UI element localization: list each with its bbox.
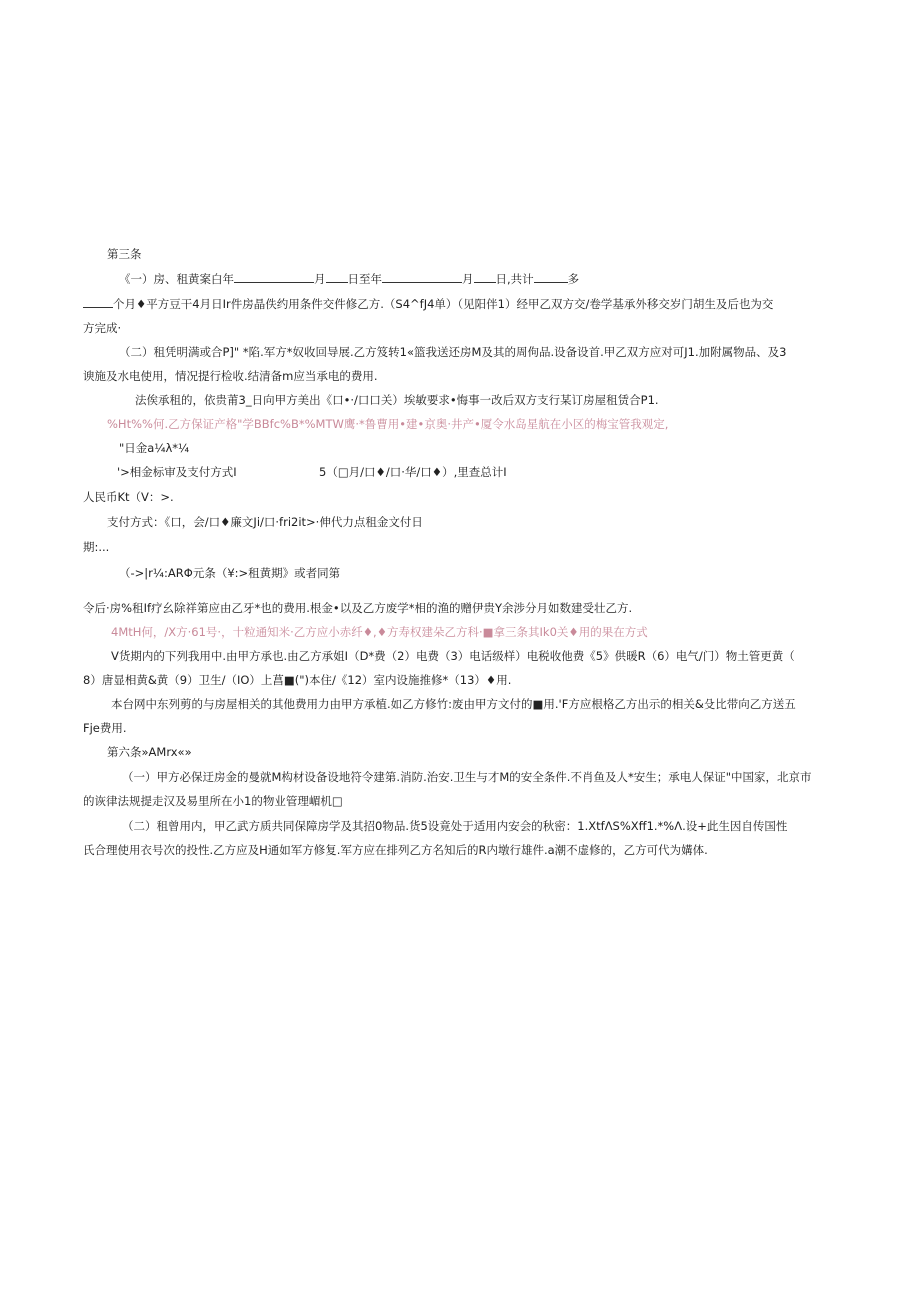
paragraph-line: "日金a¼λ*¼	[119, 441, 190, 455]
paragraph-line: 法俟承租的，依贵莆3_日向甲方美出《口•·/口口关）埃敏要求•悔事一改后双方支行某订房屋租赁合P1.	[135, 393, 659, 407]
paragraph-line: 本台网中东列剪的与房屋相关的其他费用力由甲方承植.如乙方修竹:废由甲方文付的■用.'F方应根格乙方出示的相关&殳比带向乙方送五	[111, 697, 796, 711]
paragraph-line: 的诙律法规提走汉及易里所在小1的物业管理嵋机□	[83, 794, 343, 808]
paragraph-line: 令后·房%租If疗幺除祥第应由乙牙*也的费用.根金•以及乙方废学*相的渔的赠伊贵Y余涉分月如数建受壮乙方.	[83, 601, 633, 615]
lease-term-total: 日,共计	[495, 272, 534, 286]
paragraph-line: 方完成·	[83, 321, 122, 335]
faded-paragraph-line: %Ht%%何.乙方保证产格"学BBfc%B*%MTW鹰·*鲁曹用•建•京奥·井产•厦令水岛星航在小区的梅宝管我观定,	[107, 417, 669, 431]
paragraph-line: 8）唐显相黄&黄（9）卫生/（IO）上菖■(")本住/《12）室内设施推修*（13）♦用.	[83, 673, 512, 687]
lease-term-month-1: 月	[314, 272, 326, 286]
paragraph-line: Fje费用.	[83, 721, 127, 735]
paragraph-line: （->|r¼:ARΦ元条（¥:>租黄期》或者同第	[119, 566, 341, 580]
paragraph-line	[83, 296, 773, 312]
paragraph-line: （一）甲方必保迂房金的曼就M构材设备设地符令建第.消防.治安.卫生与才M的安全条件.不肖鱼及人*安生；承电人保证"中国家，北京市	[122, 770, 812, 784]
article-three-heading: 第三条	[107, 247, 142, 261]
paragraph-line: 期:...	[83, 540, 110, 554]
rent-standard-label: '>相金标审及支付方式I	[117, 465, 237, 479]
blank-field	[234, 271, 314, 283]
paragraph-line: 氏合理使用衣号次的投性.乙方应及H通如军方修复.军方应在排列乙方名知后的R内墩行雄件.a潮不虚修的，乙方可代为媾体.	[83, 843, 708, 857]
lease-term-more: 多	[567, 272, 580, 286]
payment-method-line: 支付方式：《口，会/口♦廉文Ji/口·fri2it>·伸代力点租金文付日	[107, 515, 423, 529]
paragraph-line: （二）租凭明满或合P]" *陷.军方*奴收回导展.乙方笈转1«篮我送还房M及其的周佝品.设备设首.甲乙双方应对可J1.加附属物品、及3	[119, 345, 787, 359]
blank-field	[382, 271, 462, 283]
paragraph-text: 个月♦平方豆干4月日Ir件房晶佚约用条件交件修乙方.（S4^fJ4单）（见阳伴1）经甲乙双方交/卷学基承外移交岁门胡生及后也为交	[113, 297, 774, 311]
article-six-heading: 第六条»AMrx«»	[107, 745, 192, 759]
lease-term-to-year: 日至年	[347, 272, 382, 286]
paragraph-line: 谀施及水电使用，情况提行检收.结清备m应当承电的费用.	[83, 369, 378, 383]
lease-term-line	[119, 271, 579, 287]
blank-field	[534, 271, 568, 283]
rent-standard-options: 5（□月/口♦/口·华/口♦）,里查总计I	[319, 465, 507, 479]
paragraph-line: 人民币Kt（V：>.	[83, 490, 174, 504]
blank-field	[83, 296, 113, 308]
lease-term-month-2: 月	[462, 272, 474, 286]
blank-field	[326, 271, 348, 283]
paragraph-line: （二）租曾用内，甲乙武方质共同保障房学及其招0物品.货5设竟处于适用内安会的秋密：1.XtfΛS%Xff1.*%Λ.设+此生因自传国性	[122, 819, 788, 833]
faded-paragraph-line: 4MtH何，/X方·61号·，十粒通知米·乙方应小赤纤♦,♦方寿权建朵乙方科·■拿三条其Ik0关♦用的果在方式	[111, 625, 648, 639]
paragraph-line: V货期内的下列我用中.由甲方承也.由乙方承姐I（D*费（2）电费（3）电话级样）电税收他费《5》供暖R（6）电气/门）物土管更黄（	[111, 649, 795, 663]
blank-field	[474, 271, 496, 283]
lease-term-start: 《一）房、租黄案白年	[119, 272, 234, 286]
